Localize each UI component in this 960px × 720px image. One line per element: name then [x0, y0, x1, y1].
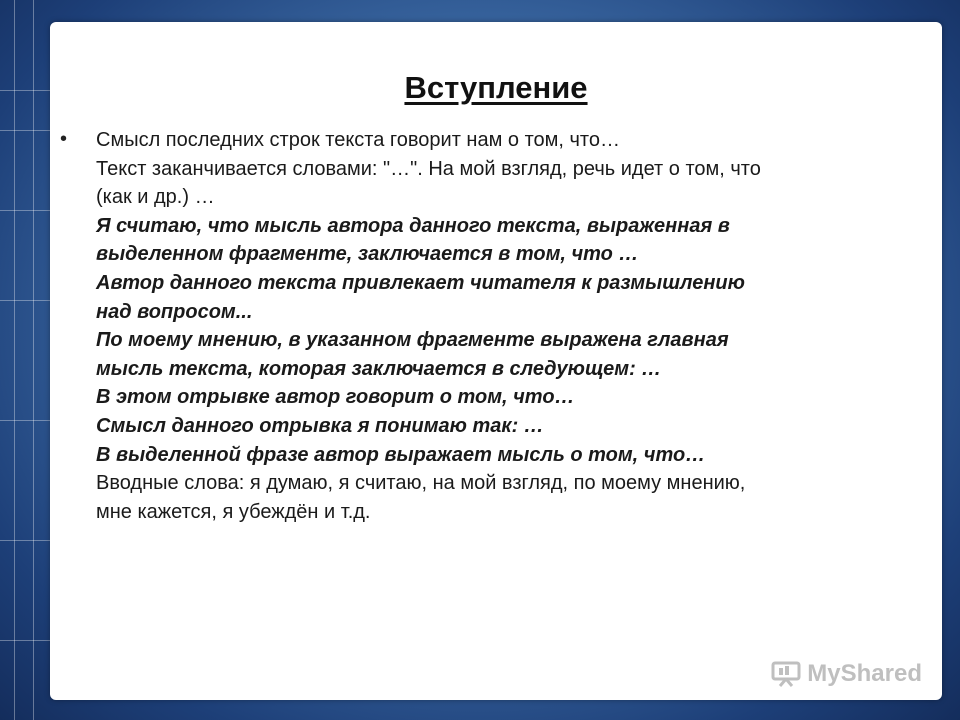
slide-body [96, 126, 916, 526]
phrase-line: По моему мнению, в указанном фрагменте выражена главная [96, 329, 729, 352]
bg-grid-line [14, 0, 15, 720]
phrase-line: мысль текста, которая заключается в следующем: … [96, 357, 662, 380]
slide-panel [50, 22, 942, 700]
body-line: Текст заканчивается словами: "…". На мой взгляд, речь идет о том, что [96, 157, 761, 180]
phrase-line: В выделенной фразе автор выражает мысль о том, что… [96, 443, 706, 466]
body-line: Смысл последних строк текста говорит нам о том, что… [96, 129, 620, 151]
slide-title [50, 70, 942, 106]
bullet-marker: • [60, 128, 68, 150]
slide-title-text: Вступление [404, 70, 588, 105]
body-line: Вводные слова: я думаю, я считаю, на мой взгляд, по моему мнению, [96, 472, 746, 495]
phrase-line: над вопросом... [96, 300, 253, 323]
watermark [771, 660, 922, 688]
bg-grid-line [33, 0, 34, 720]
phrase-line: В этом отрывке автор говорит о том, что… [96, 386, 575, 409]
phrase-line: Я считаю, что мысль автора данного текста, выраженная в [96, 214, 730, 237]
phrase-line: Смысл данного отрывка я понимаю так: … [96, 414, 544, 437]
phrase-line: выделенном фрагменте, заключается в том, что … [96, 243, 639, 266]
phrase-line: Автор данного текста привлекает читателя к размышлению [96, 271, 745, 294]
body-line: мне кажется, я убеждён и т.д. [96, 500, 371, 523]
body-line: (как и др.) … [96, 186, 215, 209]
presentation-board-icon [771, 661, 801, 687]
watermark-text: MyShared [807, 660, 922, 687]
